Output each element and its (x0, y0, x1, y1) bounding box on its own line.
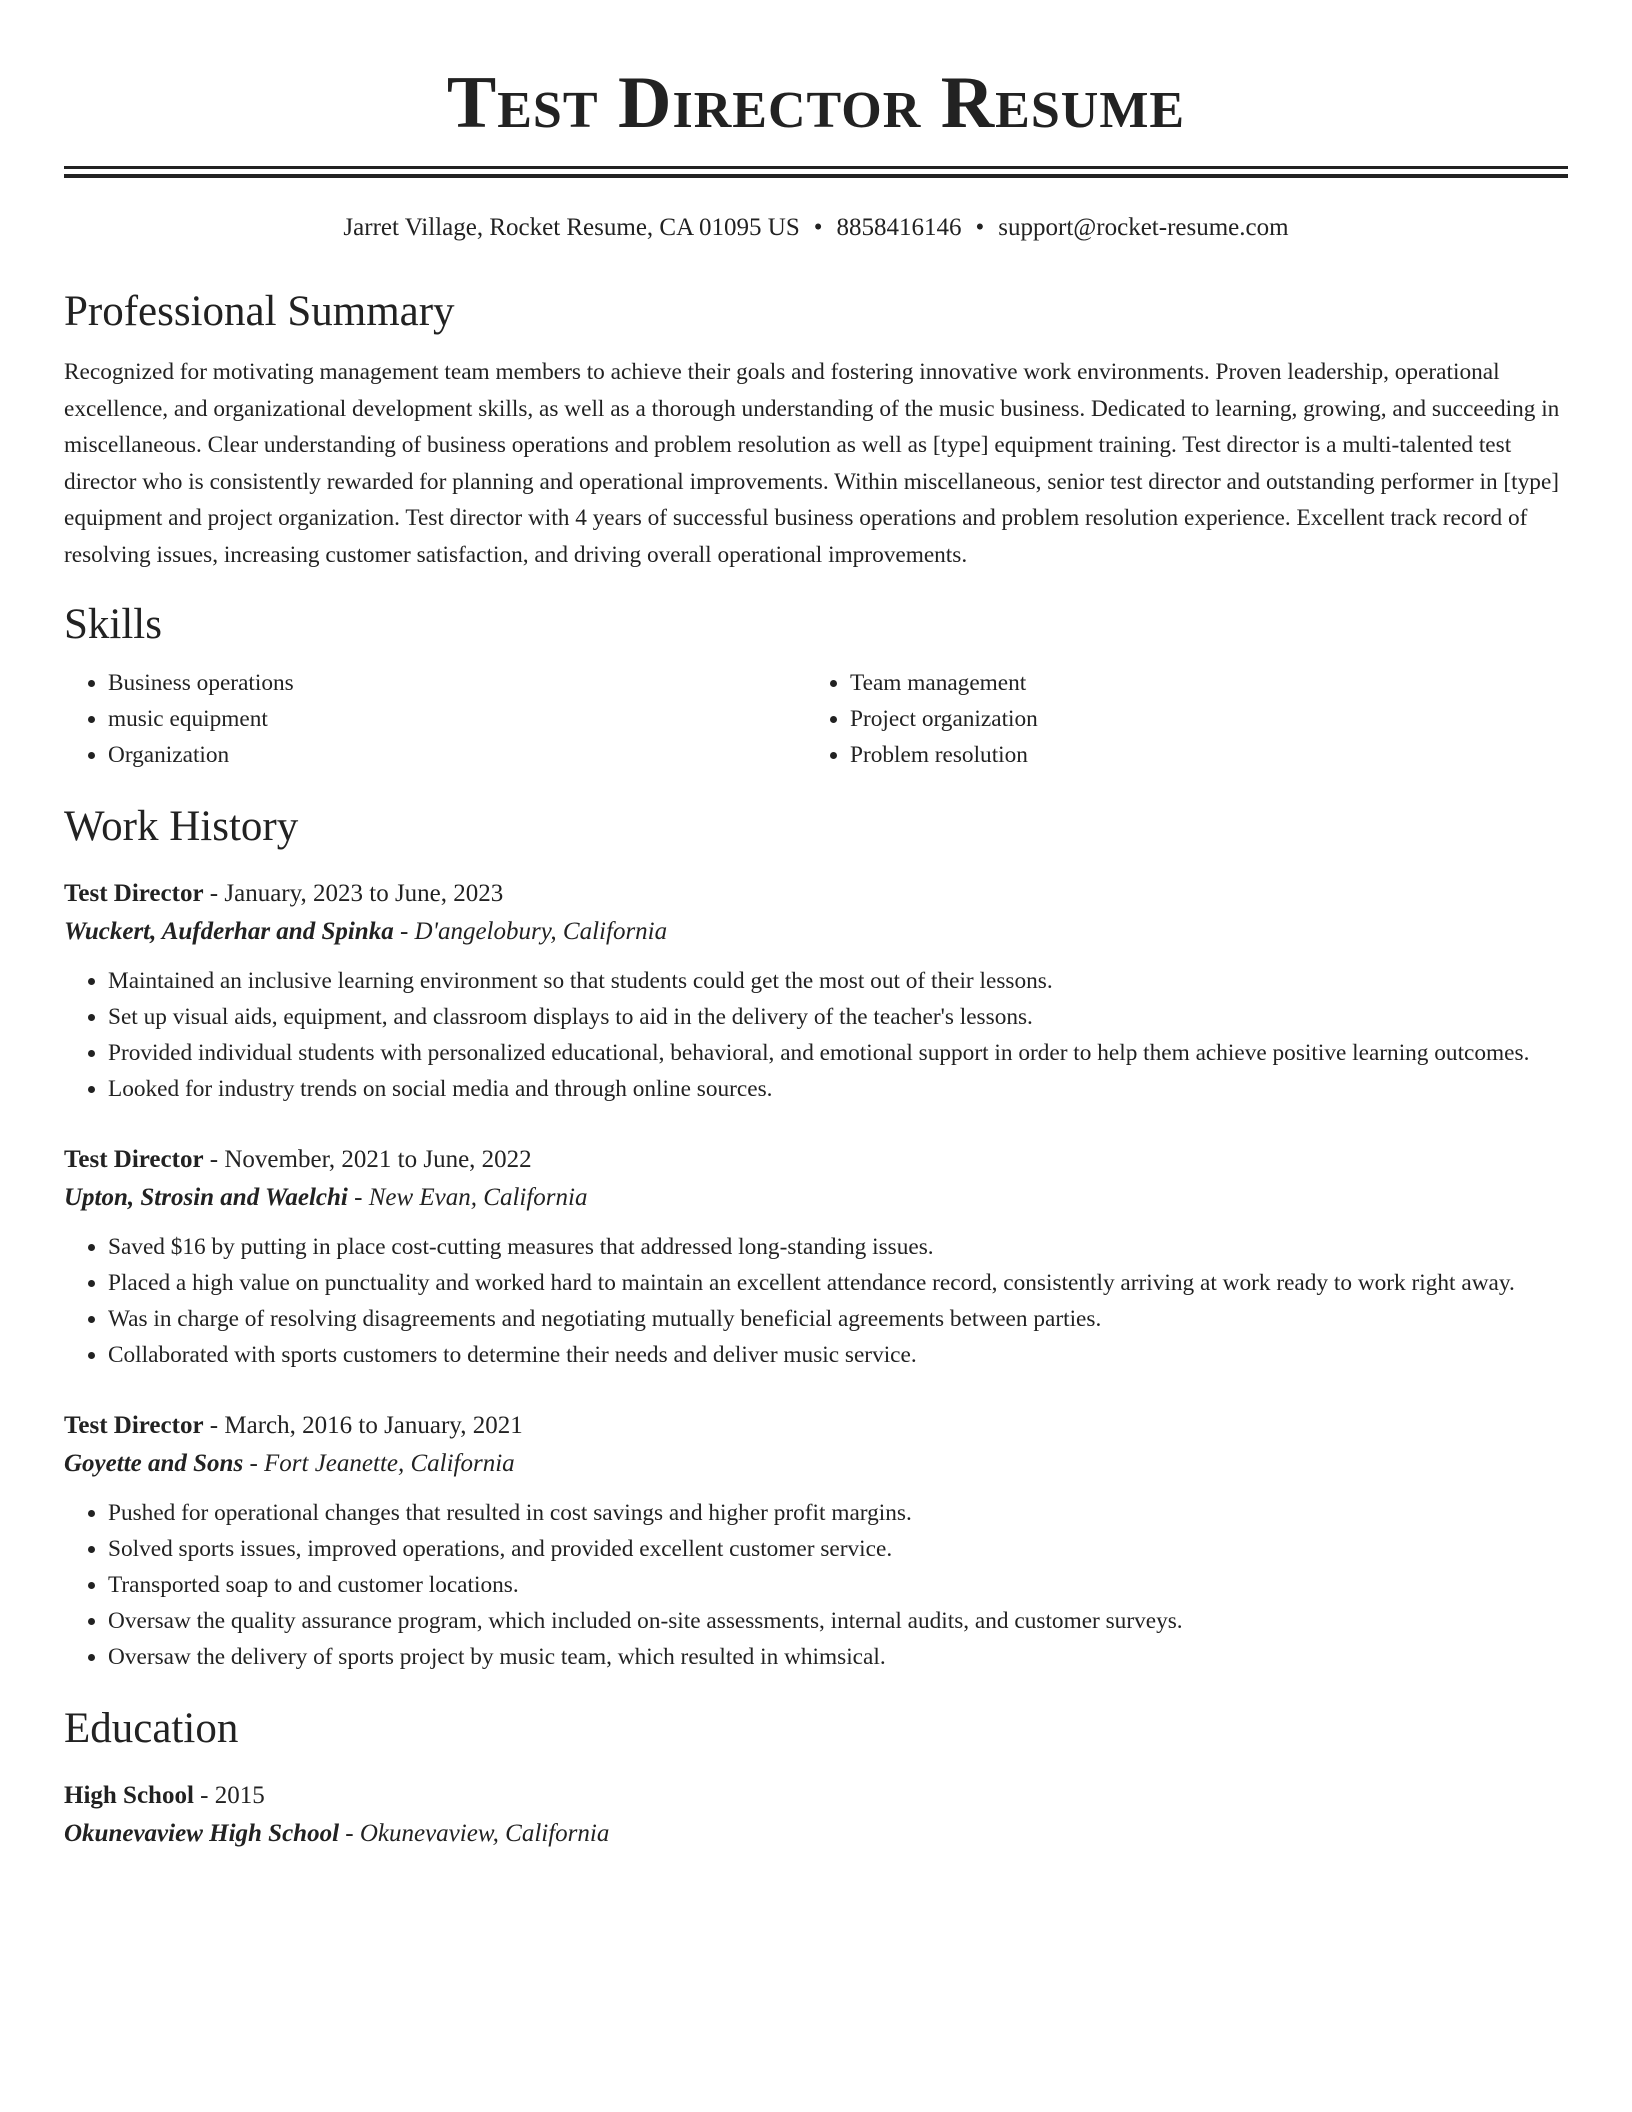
resume-page (64, 0, 1568, 1853)
education-year: - 2015 (193, 1782, 265, 1809)
summary-heading: Professional Summary (64, 288, 455, 335)
job-employer (64, 913, 1568, 951)
duty-item: • Saved $16 by putting in place cost-cutting measures that addressed long-standing issues. (108, 1229, 1568, 1265)
summary-section (64, 286, 1568, 573)
education-header (64, 1777, 1568, 1815)
job-duties (64, 1495, 1568, 1675)
duty-item: • Looked for industry trends on social media and through online sources. (108, 1071, 1568, 1107)
skill-item: • music equipment (108, 701, 806, 737)
job-entry (64, 1141, 1568, 1373)
skills-heading: Skills (64, 601, 162, 648)
duty-item: • Oversaw the quality assurance program, which included on-site assessments, internal audits, and customer surveys. (108, 1603, 1568, 1639)
job-location: - New Evan, California (347, 1184, 588, 1211)
duty-item: • Solved sports issues, improved operations, and provided excellent customer service. (108, 1531, 1568, 1567)
job-dates: - March, 2016 to January, 2021 (203, 1412, 523, 1439)
skill-item: • Project organization (850, 701, 1548, 737)
duty-item: • Was in charge of resolving disagreements and negotiating mutually beneficial agreements between parties. (108, 1301, 1568, 1337)
duty-item: • Provided individual students with personalized educational, behavioral, and emotional support in order to help them achieve positive learning outcomes. (108, 1035, 1568, 1071)
skill-item: • Business operations (108, 665, 806, 701)
duty-item: • Oversaw the delivery of sports project by music team, which resulted in whimsical. (108, 1639, 1568, 1675)
job-title: Test Director (64, 880, 204, 907)
duty-item: • Maintained an inclusive learning environment so that students could get the most out of their lessons. (108, 963, 1568, 999)
summary-text: Recognized for motivating management team members to achieve their goals and fostering innovative work environments. Proven leadership, operational excellence, and organizational development skills, as well as a thorough understanding of the music business. Dedicated to learning, growing, and succeeding in miscellaneous. Clear understanding of business operations and problem resolution as well as [type] equipment training. Test director is a multi-talented test director who is consistently rewarded for planning and operational improvements. Within miscellaneous, senior test director and outstanding performer in [type] equipment and project organization. Test director with 4 years of successful business operations and problem resolution experience. Excellent track record of resolving issues, increasing customer satisfaction, and driving overall operational improvements. (64, 359, 1560, 568)
skill-item: • Team management (850, 665, 1548, 701)
job-dates: - November, 2021 to June, 2022 (203, 1146, 532, 1173)
contact-separator: • (813, 214, 823, 241)
job-location: - D'angelobury, California (393, 918, 668, 945)
job-title: Test Director (64, 1412, 204, 1439)
job-entry (64, 1407, 1568, 1675)
duty-item: • Collaborated with sports customers to determine their needs and deliver music service. (108, 1337, 1568, 1373)
duty-item: • Set up visual aids, equipment, and classroom displays to aid in the delivery of the teacher's lessons. (108, 999, 1568, 1035)
duty-item: • Pushed for operational changes that resulted in cost savings and higher profit margins. (108, 1495, 1568, 1531)
duty-item: • Placed a high value on punctuality and worked hard to maintain an excellent attendance record, consistently arriving at work ready to work right away. (108, 1265, 1568, 1301)
job-header (64, 875, 1568, 913)
skill-item: • Organization (108, 737, 806, 773)
skills-section (64, 599, 1568, 773)
education-location: - Okunevaview, California (339, 1820, 610, 1847)
education-entry (64, 1777, 1568, 1853)
skill-item: • Problem resolution (850, 737, 1548, 773)
job-company: Goyette and Sons (64, 1450, 244, 1477)
job-employer (64, 1179, 1568, 1217)
job-duties (64, 1229, 1568, 1373)
skills-column-left (64, 665, 806, 773)
education-school: Okunevaview High School (64, 1820, 340, 1847)
job-header (64, 1141, 1568, 1179)
contact-address: Jarret Village, Rocket Resume, CA 01095 US (343, 214, 800, 241)
education-heading: Education (64, 1705, 239, 1752)
skills-list (64, 665, 1568, 773)
education-degree: High School (64, 1782, 194, 1809)
contact-separator: • (975, 214, 985, 241)
job-employer (64, 1445, 1568, 1483)
skills-column-right (806, 665, 1548, 773)
job-duties (64, 963, 1568, 1107)
job-company: Wuckert, Aufderhar and Spinka (64, 918, 394, 945)
work-history-section (64, 801, 1568, 1675)
resume-title: Test Director Resume (446, 62, 1186, 144)
education-section (64, 1703, 1568, 1853)
education-institution (64, 1815, 1568, 1853)
job-header (64, 1407, 1568, 1445)
job-title: Test Director (64, 1146, 204, 1173)
work-history-heading: Work History (64, 803, 299, 850)
contact-line (64, 212, 1568, 244)
job-dates: - January, 2023 to June, 2023 (203, 880, 504, 907)
duty-item: • Transported soap to and customer locations. (108, 1567, 1568, 1603)
job-location: - Fort Jeanette, California (243, 1450, 515, 1477)
contact-email: support@rocket-resume.com (998, 214, 1289, 241)
title-divider (64, 166, 1568, 178)
job-company: Upton, Strosin and Waelchi (64, 1184, 348, 1211)
contact-phone: 8858416146 (836, 214, 962, 241)
job-entry (64, 875, 1568, 1107)
